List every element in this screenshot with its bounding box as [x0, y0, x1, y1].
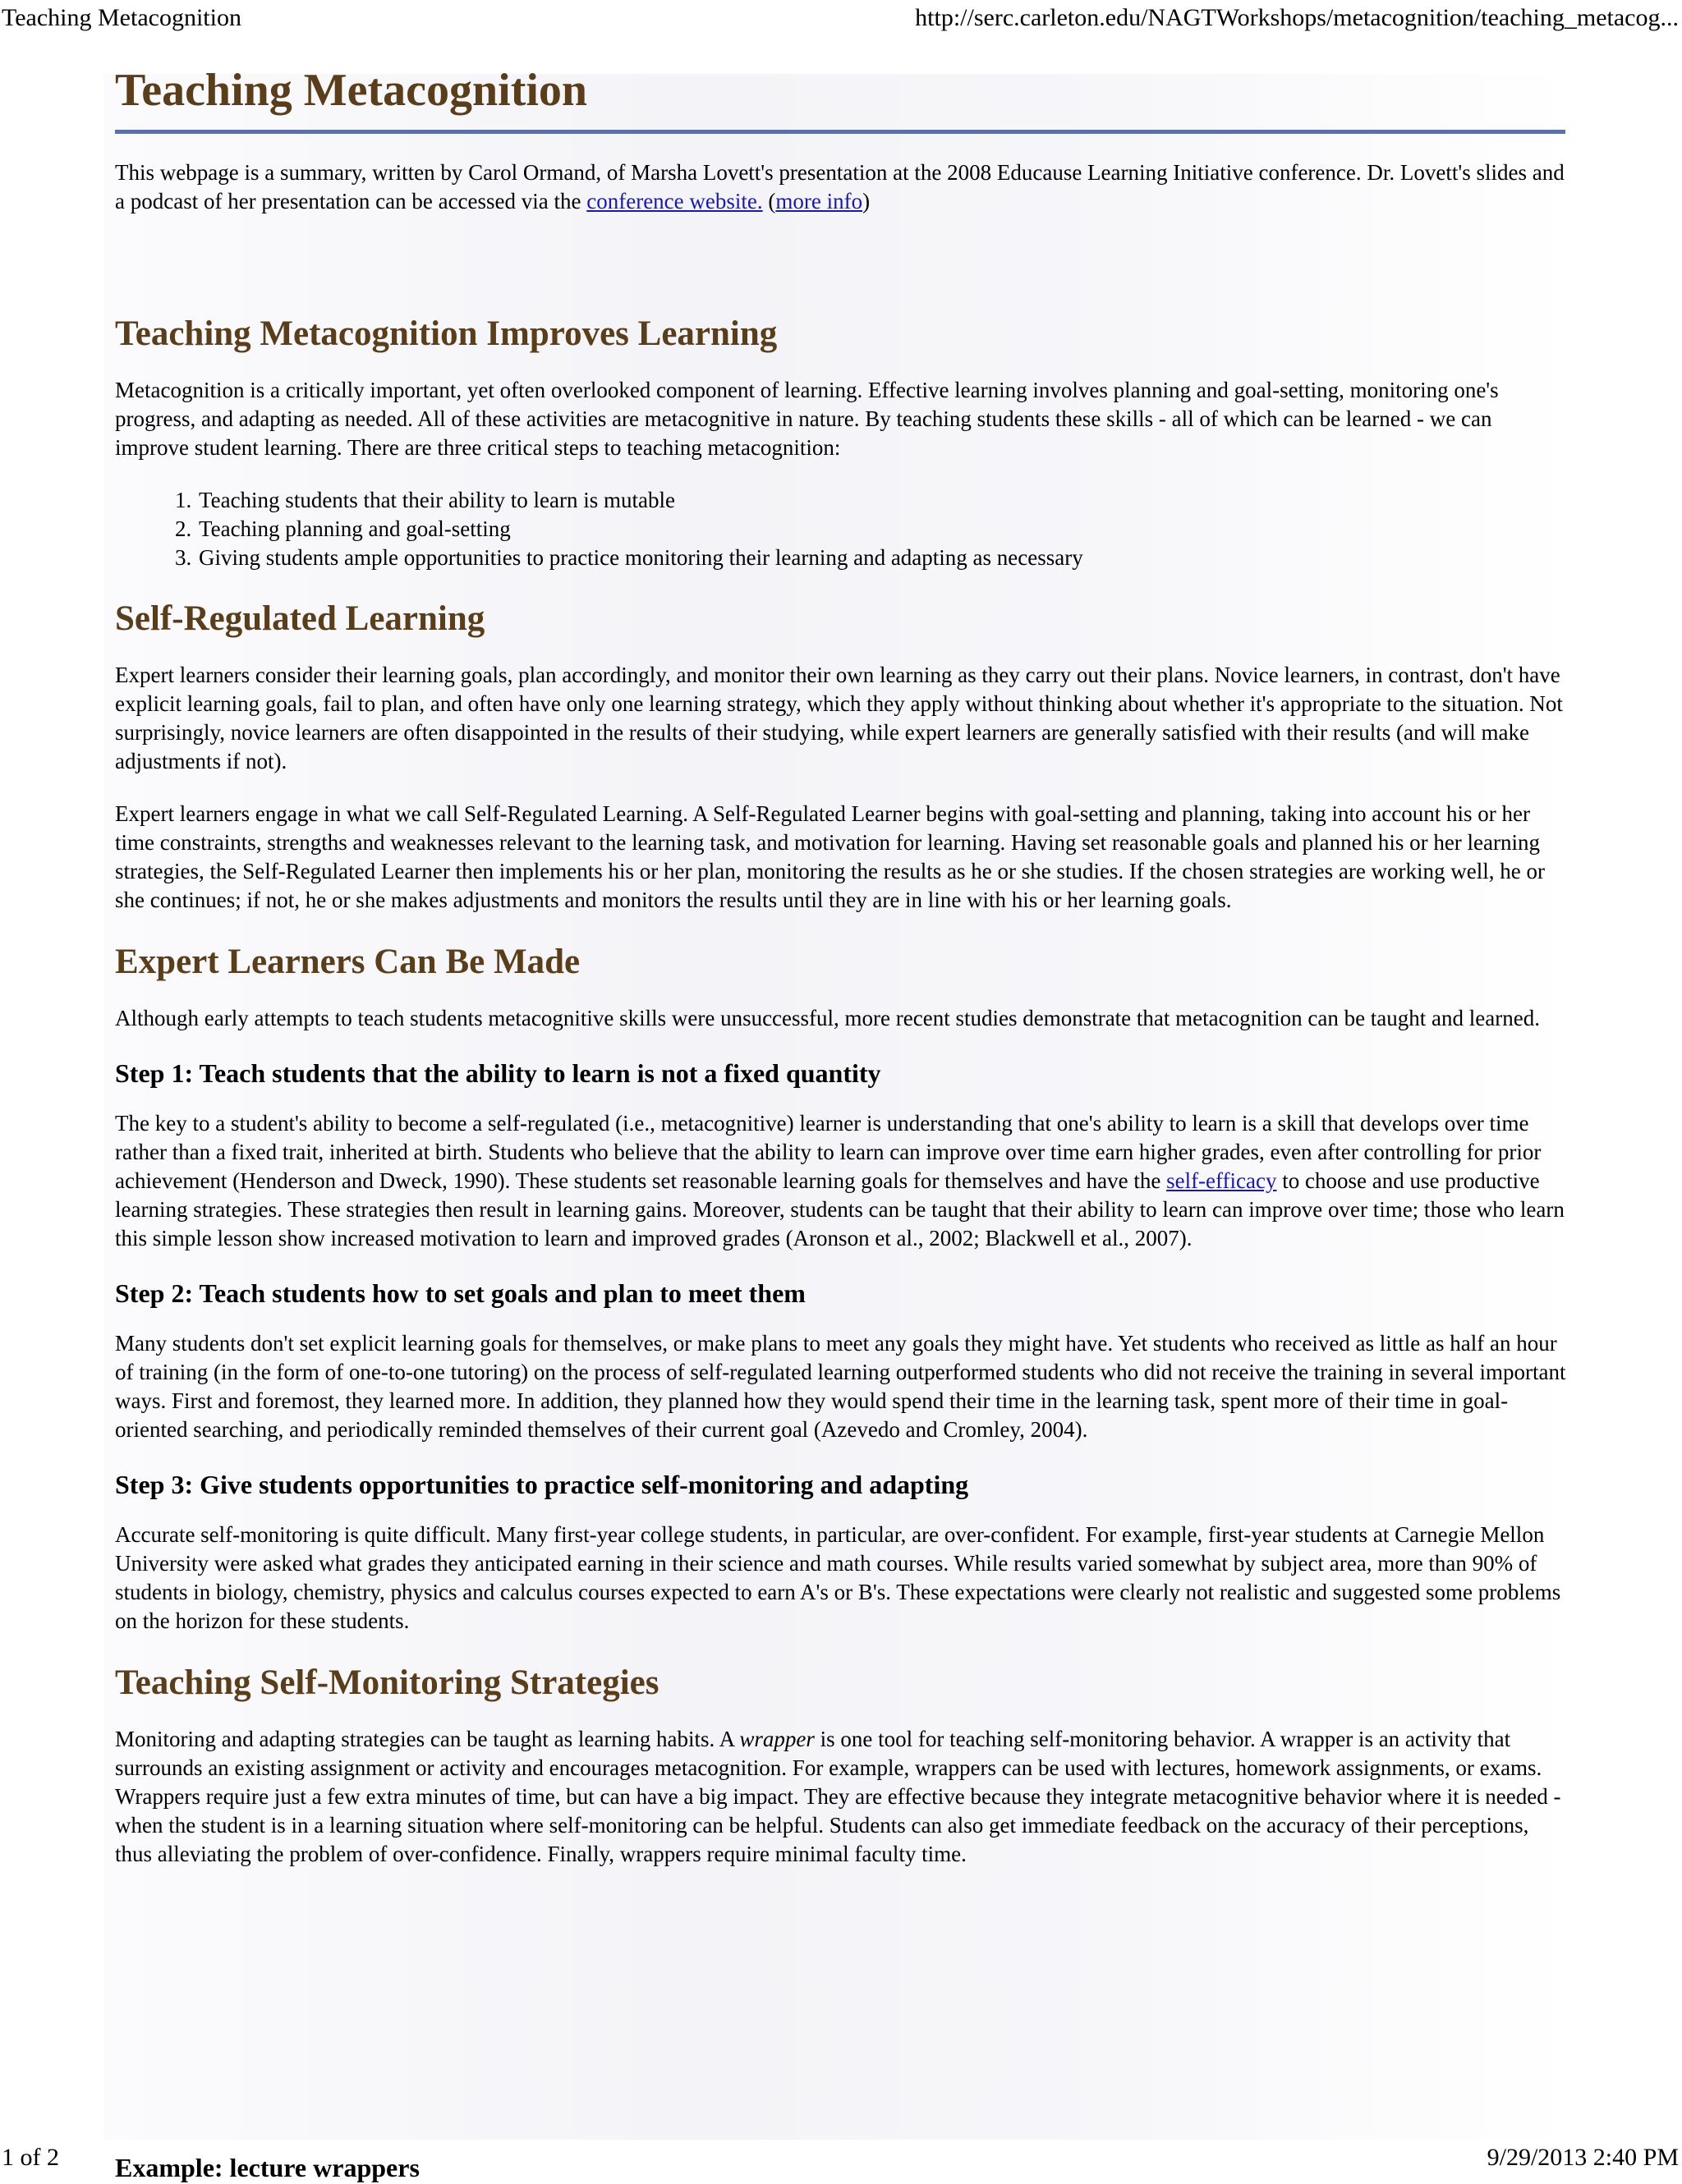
section-heading-expert: Expert Learners Can Be Made: [115, 943, 581, 981]
improves-paragraph: Metacognition is a critically important, yet often overlooked component of learning. Effective learning involves planning and goal-setting, monitoring one's progress, and adapting as needed. All of these activities are metacognitive in nature. By teaching students these skills - all of which can be learned - we can improve student learning. There are three critical steps to teaching metacognition:: [115, 378, 1499, 460]
conference-website-link[interactable]: conference website.: [586, 189, 763, 213]
step2-paragraph: Many students don't set explicit learning goals for themselves, or make plans to meet any goals they might have. Yet students who received as little as half an hour of training (in the form of one-to-one tutoring) on the process of self-regulated learning outperformed students who did not receive the training in several important ways. First and foremost, they learned more. In addition, they planned how they would spend their time in the learning task, spent more of their time in goal-oriented searching, and periodically reminded themselves of their current goal (Azevedo and Cromley, 2004).: [115, 1331, 1566, 1442]
section-heading-improves: Teaching Metacognition Improves Learning: [115, 314, 778, 353]
print-header: [0, 0, 1682, 36]
article: [115, 72, 1569, 1893]
step2-heading: Step 2: Teach students how to set goals and plan to meet them: [115, 1278, 806, 1308]
page-number: 1 of 2: [2, 2144, 59, 2171]
list-item: 3. Giving students ample opportunities to practice monitoring their learning and adapting as necessary: [197, 544, 1569, 572]
step1-paragraph: The key to a student's ability to become a self-regulated (i.e., metacognitive) learner is understanding that one's ability to learn is a skill that develops over time rather than a fixed trait, inherited at birth. Students who believe that the ability to learn can improve over time earn higher grades, even after controlling for prior achievement (Henderson and Dweck, 1990). These students set reasonable learning goals for themselves and have the self-efficacy to choose and use productive learning strategies. These strategies then result in learning gains. Moreover, students can be taught that their ability to learn can improve over time; those who learn this simple lesson show increased motivation to learn and improved grades (Aronson et al., 2002; Blackwell et al., 2007).: [115, 1111, 1565, 1250]
critical-steps-list: [115, 486, 1569, 572]
print-footer: [0, 2140, 1682, 2176]
list-item: 1. Teaching students that their ability to learn is mutable: [197, 486, 1569, 515]
step3-heading: Step 3: Give students opportunities to practice self-monitoring and adapting: [115, 1470, 969, 1499]
page-title: Teaching Metacognition: [115, 72, 588, 116]
print-header-title: Teaching Metacognition: [2, 4, 241, 31]
section-heading-self-monitoring: Teaching Self-Monitoring Strategies: [115, 1663, 659, 1702]
print-header-url: http://serc.carleton.edu/NAGTWorkshops/metacognition/teaching_metacog...: [915, 4, 1679, 31]
intro-paragraph: This webpage is a summary, written by Carol Ormand, of Marsha Lovett's presentation at the 2008 Educause Learning Initiative conference. Dr. Lovett's slides and a podcast of her presentation can be accessed via the conference website. (more info): [115, 160, 1565, 213]
print-datetime: 9/29/2013 2:40 PM: [1487, 2144, 1679, 2171]
list-item: 2. Teaching planning and goal-setting: [197, 515, 1569, 544]
self-monitoring-paragraph: Monitoring and adapting strategies can be taught as learning habits. A wrapper is one tool for teaching self-monitoring behavior. A wrapper is an activity that surrounds an existing assignment or activity and encourages metacognition. For example, wrappers can be used with lectures, homework assignments, or exams. Wrappers require just a few extra minutes of time, but can have a big impact. They are effective because they integrate metacognitive behavior where it is needed - when the student is in a learning situation where self-monitoring can be helpful. Students can also get immediate feedback on the accuracy of their perceptions, thus alleviating the problem of over-confidence. Finally, wrappers require minimal faculty time.: [115, 1727, 1561, 1866]
wrapper-term: wrapper: [739, 1727, 815, 1751]
expert-paragraph: Although early attempts to teach students metacognitive skills were unsuccessful, more recent studies demonstrate that metacognition can be taught and learned.: [115, 1006, 1540, 1030]
section-heading-self-regulated: Self-Regulated Learning: [115, 599, 485, 638]
step3-paragraph: Accurate self-monitoring is quite difficult. Many first-year college students, in particular, are over-confident. For example, first-year students at Carnegie Mellon University were asked what grades they anticipated earning in their science and math courses. While results varied somewhat by subject area, more than 90% of students in biology, chemistry, physics and calculus courses expected to earn A's or B's. These expectations were clearly not realistic and suggested some problems on the horizon for these students.: [115, 1522, 1561, 1633]
self-regulated-paragraph-2: Expert learners engage in what we call Self-Regulated Learning. A Self-Regulated Learner begins with goal-setting and planning, taking into account his or her time constraints, strengths and weaknesses relevant to the learning task, and motivation for learning. Having set reasonable goals and planned his or her learning strategies, the Self-Regulated Learner then implements his or her plan, monitoring the results as he or she studies. If the chosen strategies are working well, he or she continues; if not, he or she makes adjustments and monitors the results until they are in line with his or her learning goals.: [115, 801, 1545, 912]
more-info-link[interactable]: more info: [775, 189, 863, 213]
lecture-wrappers-heading: Example: lecture wrappers: [115, 2153, 420, 2182]
self-efficacy-link[interactable]: self-efficacy: [1166, 1168, 1277, 1193]
self-regulated-paragraph-1: Expert learners consider their learning goals, plan accordingly, and monitor their own learning as they carry out their plans. Novice learners, in contrast, don't have explicit learning goals, fail to plan, and often have only one learning strategy, which they apply without thinking about whether it's appropriate to the situation. Not surprisingly, novice learners are often disappointed in the results of their studying, while expert learners are generally satisfied with their results (and will make adjustments if not).: [115, 663, 1563, 773]
step1-heading: Step 1: Teach students that the ability to learn is not a fixed quantity: [115, 1058, 881, 1088]
title-rule: [115, 130, 1565, 134]
spacer: [115, 240, 1569, 310]
